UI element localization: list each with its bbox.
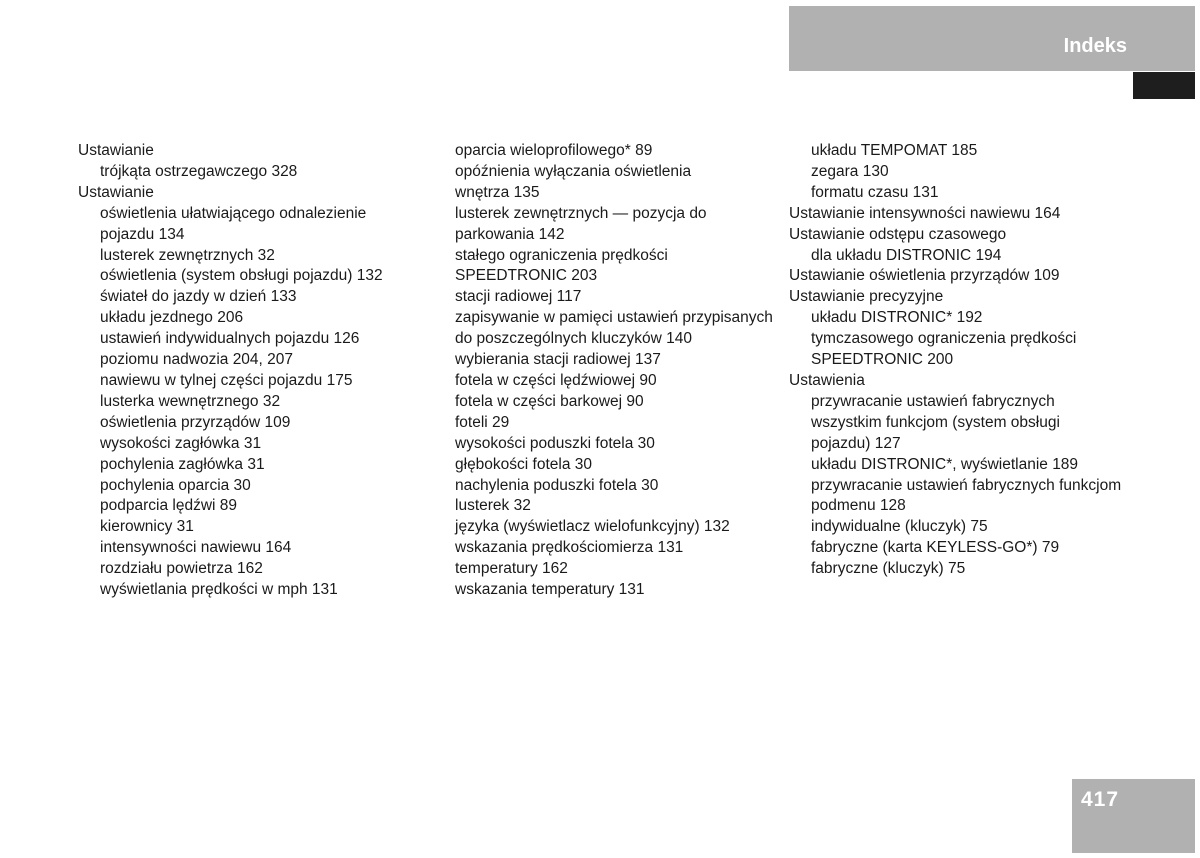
- index-entry: nachylenia poduszki fotela 30: [455, 476, 659, 494]
- index-entry: fotela w części barkowej 90: [455, 392, 644, 410]
- index-entry: głębokości fotela 30: [455, 455, 593, 473]
- index-entry: Ustawianie odstępu czasowego: [789, 225, 1007, 243]
- index-entry: Ustawianie: [78, 142, 154, 159]
- index-entry: Ustawianie: [78, 183, 154, 201]
- index-subentry: rozdziału powietrza 162: [100, 560, 263, 578]
- index-subentry: świateł do jazdy w dzień 133: [100, 288, 297, 306]
- index-subentry: fabryczne (karta KEYLESS-GO*) 79: [811, 539, 1060, 557]
- index-subentry: podparcia lędźwi 89: [100, 497, 238, 515]
- index-entry: Ustawianie precyzyjne: [789, 288, 944, 306]
- index-entry: wybierania stacji radiowej 137: [455, 351, 661, 369]
- index-subentry: formatu czasu 131: [811, 183, 939, 201]
- index-entry: do poszczególnych kluczyków 140: [455, 330, 692, 348]
- index-entry: wysokości poduszki fotela 30: [455, 434, 655, 452]
- index-entry: zapisywanie w pamięci ustawień przypisanych: [455, 309, 773, 327]
- index-subentry: SPEEDTRONIC 200: [811, 351, 954, 369]
- index-subentry: kierownicy 31: [100, 518, 194, 536]
- index-subentry: układu TEMPOMAT 185: [811, 142, 978, 159]
- index-column-3: [789, 141, 1121, 580]
- index-entry: opóźnienia wyłączania oświetlenia: [455, 162, 692, 180]
- index-subentry: trójkąta ostrzegawczego 328: [100, 162, 298, 180]
- index-subentry: lusterka wewnętrznego 32: [100, 392, 281, 410]
- index-entry: lusterek zewnętrznych — pozycja do: [455, 204, 707, 222]
- index-subentry: układu DISTRONIC*, wyświetlanie 189: [811, 455, 1079, 473]
- index-entry: języka (wyświetlacz wielofunkcyjny) 132: [455, 518, 730, 536]
- index-entry: lusterek 32: [455, 497, 531, 515]
- index-entry: foteli 29: [455, 413, 510, 431]
- index-subentry: zegara 130: [811, 162, 889, 180]
- index-subentry: pojazdu) 127: [811, 434, 901, 452]
- index-subentry: oświetlenia ułatwiającego odnalezienie: [100, 204, 367, 222]
- index-entry: Ustawianie oświetlenia przyrządów 109: [789, 267, 1060, 285]
- index-subentry: wszystkim funkcjom (system obsługi: [811, 413, 1060, 431]
- index-subentry: pochylenia oparcia 30: [100, 476, 251, 494]
- index-entry: wskazania prędkościomierza 131: [455, 539, 684, 557]
- index-subentry: podmenu 128: [811, 497, 906, 515]
- page-number: 417: [1081, 788, 1120, 811]
- index-subentry: przywracanie ustawień fabrycznych funkcjom: [811, 476, 1122, 494]
- index-subentry: oświetlenia (system obsługi pojazdu) 132: [100, 267, 383, 285]
- index-entry: wnętrza 135: [455, 183, 540, 201]
- index-subentry: ustawień indywidualnych pojazdu 126: [100, 330, 360, 348]
- index-subentry: indywidualne (kluczyk) 75: [811, 518, 988, 536]
- index-entry: stacji radiowej 117: [455, 288, 582, 306]
- index-subentry: układu jezdnego 206: [100, 309, 244, 327]
- index-subentry: nawiewu w tylnej części pojazdu 175: [100, 371, 353, 389]
- index-subentry: wyświetlania prędkości w mph 131: [100, 581, 338, 599]
- index-entry: oparcia wieloprofilowego* 89: [455, 142, 653, 159]
- header-tab: [789, 6, 1195, 71]
- page-title: Indeks: [1063, 35, 1127, 57]
- index-column-2: [455, 141, 773, 601]
- index-entry: Ustawianie intensywności nawiewu 164: [789, 204, 1061, 222]
- index-entry: fotela w części lędźwiowej 90: [455, 371, 657, 389]
- index-subentry: dla układu DISTRONIC 194: [811, 246, 1002, 264]
- index-entry: wskazania temperatury 131: [455, 581, 645, 599]
- index-subentry: tymczasowego ograniczenia prędkości: [811, 330, 1077, 348]
- index-entry: Ustawienia: [789, 371, 865, 389]
- index-subentry: wysokości zagłówka 31: [100, 434, 262, 452]
- index-entry: parkowania 142: [455, 225, 565, 243]
- index-subentry: pojazdu 134: [100, 225, 185, 243]
- index-entry: temperatury 162: [455, 560, 568, 578]
- index-subentry: układu DISTRONIC* 192: [811, 309, 983, 327]
- index-subentry: intensywności nawiewu 164: [100, 539, 292, 557]
- index-entry: stałego ograniczenia prędkości: [455, 246, 668, 264]
- section-marker: [1133, 72, 1195, 99]
- index-subentry: przywracanie ustawień fabrycznych: [811, 392, 1055, 410]
- index-entry: SPEEDTRONIC 203: [455, 267, 598, 285]
- index-subentry: oświetlenia przyrządów 109: [100, 413, 291, 431]
- index-subentry: fabryczne (kluczyk) 75: [811, 560, 966, 578]
- index-subentry: pochylenia zagłówka 31: [100, 455, 265, 473]
- index-subentry: poziomu nadwozia 204, 207: [100, 351, 294, 369]
- index-subentry: lusterek zewnętrznych 32: [100, 246, 275, 264]
- index-column-1: [78, 141, 383, 601]
